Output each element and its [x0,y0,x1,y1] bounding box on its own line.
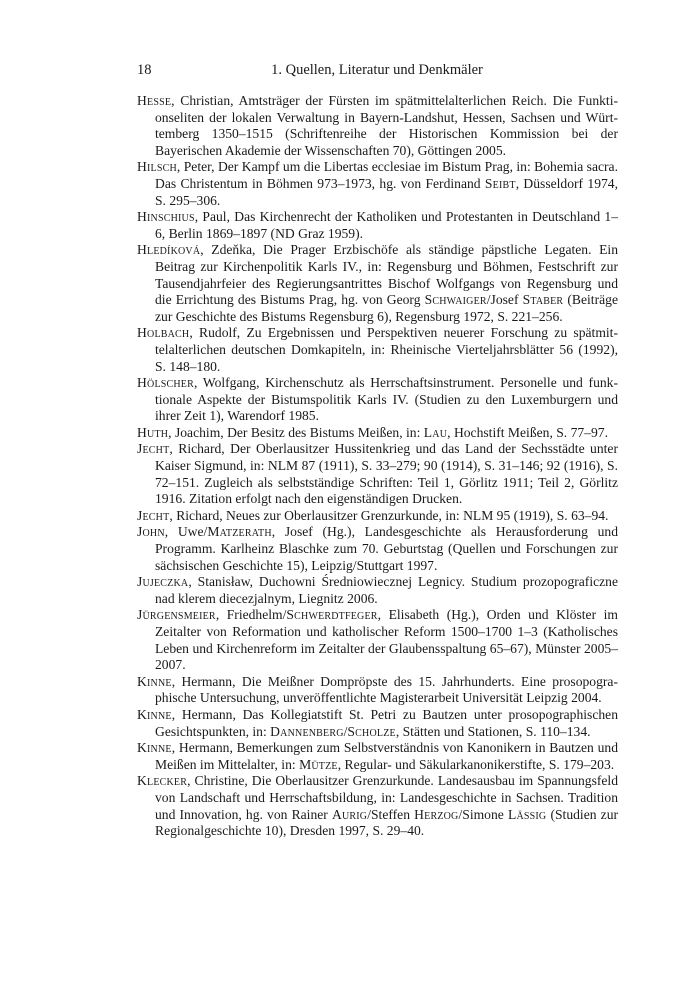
bibliography-entry [137,325,618,375]
entry-text: , Uwe/ [164,524,208,540]
author-name: Jujeczka [137,574,189,590]
author-name: Klecker [137,773,188,789]
entry-text: , Wolfgang, Kirchenschutz als Herrschaftsinstrument. Personelle und funktionale Aspekte der Bistumspolitik Karls IV. (Studien zu den Luxemburgern und ihrer Zeit 1), Warendorf 1985. [155,375,618,424]
running-title: 1. Quellen, Literatur und Denkmäler [271,62,483,78]
author-name: Jecht [137,441,170,457]
bibliography-entry [137,159,618,209]
author-name: Kinne [137,673,172,689]
author-name: Herzog [414,806,459,822]
author-name: Hesse [137,93,172,108]
entry-text: , Stanisław, Duchowni Średniowiecznej Legnicy. Studium prozopograficzne nad klerem diecezjalnym, Liegnitz 2006. [155,574,618,606]
bibliography-entry [137,508,618,525]
bibliography-entry [137,242,618,325]
entry-text: , Hochstift Meißen, S. 77–97. [447,424,608,440]
author-name: Seibt [484,175,516,191]
author-name: Matzerath [207,524,272,540]
bibliography-entry [137,425,618,442]
bibliography-entry [137,607,618,673]
entry-text: , Josef (Hg.), Landesgeschichte als Herausforderung und Programm. Karlheinz Blaschke zum 70. Geburtstag (Quellen und Forschungen zur sächsischen Geschichte 15), Leipzig/Stuttgart 1997. [155,524,618,573]
entry-text: , Stätten und Stationen, S. 110–134. [395,723,591,739]
entry-text: (Beiträge zur Geschichte des Bistums Regensburg 6), Regensburg 1972, S. 221–256. [155,292,618,324]
author-name: Kinne [137,740,172,756]
author-name: Huth [137,424,169,440]
author-name: Lau [423,424,448,440]
bibliography-entry [137,441,618,507]
bibliography-entry [137,773,618,839]
entry-text: , Richard, Der Oberlausitzer Hussitenkrieg und das Land der Sechsstädte unter Kaiser Sigmund, in: NLM 87 (1911), S. 33–279; 90 (1914), S. 31–146; 92 (1916), S. 72–151. Zugleich als selbstständige Schriften: Teil 1, Görlitz 1911; Teil 2, Görlitz 1916. Zitation erfolgt nach den eigenständigen Drucken. [155,441,618,507]
entry-text: , Joachim, Der Besitz des Bistums Meißen, in: [168,424,424,440]
entry-text: , Hermann, Das Kollegiatstift St. Petri zu Bautzen unter prosopographischen Gesichtspunkten, in: [155,706,618,739]
page-number: 18 [137,62,152,78]
bibliography-entry [137,740,618,773]
author-name: Jecht [137,507,170,523]
author-name: Hledíková [137,242,201,258]
entry-text: , Paul, Das Kirchenrecht der Katholiken und Protestanten in Deutschland 1–6, Berlin 1869–1897 (ND Graz 1959). [155,209,618,241]
author-name: Hölscher [137,375,194,391]
bibliography-entry [137,707,618,740]
bibliography-entry [137,674,618,707]
entry-text: , Hermann, Die Meißner Dompröpste des 15. Jahrhunderts. Eine prosopographische Untersuchung, unveröffentlichte Magisterarbeit Universität Leipzig 2004. [155,673,618,706]
entry-text: , Christian, Amtsträger der Fürsten im spätmittelalterlichen Reich. Die Funktionseliten der lokalen Verwaltung in Bayern-Landshut, Hessen, Sachsen und Württemberg 1350–1515 (Schriftenreihe der Historischen Kommission bei der Bayerischen Akademie der Wissenschaften 70), Göttingen 2005. [155,93,618,158]
entry-text: , Elisabeth (Hg.), Orden und Klöster im Zeitalter von Reformation und katholischer Reform 1500–1700 1–3 (Katholisches Leben und Kirchenreform im Zeitalter der Glaubensspaltung 65–67), Münster 2005–2007. [155,607,618,673]
author-name: Hinschius [137,209,195,225]
entry-text: , Friedhelm/ [215,607,287,623]
author-name: Holbach [137,325,190,341]
entry-text: , Richard, Neues zur Oberlausitzer Grenzurkunde, in: NLM 95 (1919), S. 63–94. [169,507,609,523]
author-name: Scholze [347,723,396,739]
author-name: Aurig [331,806,368,822]
author-name: Hilsch [137,159,177,175]
bibliography-entry [137,375,618,425]
entry-text: , Zdeňka, Die Prager Erzbischöfe als ständige päpstliche Legaten. Ein Beitrag zur Kirchenpolitik Karls IV., in: Regensburg und Böhmen, Festschrift zur Tausendjahrfeier des Regierungsantrittes Bischof Wolfgangs von Regensburg und die Errichtung des Bistums Prag, hg. von Georg [155,242,618,308]
bibliography-list [137,93,618,840]
entry-text: (Studien zur Regionalgeschichte 10), Dresden 1997, S. 29–40. [155,806,619,839]
author-name: Schwerdtfeger [286,607,378,623]
bibliography-entry [137,574,618,607]
author-name: Mütze [299,756,338,772]
entry-text: , Regular- und Säkularkanonikerstifte, S. 179–203. [337,756,615,772]
author-name: Dannenberg [270,723,344,739]
bibliography-entry [137,524,618,574]
entry-text: , Rudolf, Zu Ergebnissen und Perspektiven neuerer Forschung zu spätmittelalterlichen deutschen Domkapiteln, in: Rheinische Vierteljahrsblätter 56 (1992), S. 148–180. [155,325,618,374]
entry-text: , Düsseldorf 1974, S. 295–306. [155,175,618,208]
entry-text: / [343,723,348,739]
author-name: Kinne [137,706,172,722]
entry-text: , Peter, Der Kampf um die Libertas ecclesiae im Bistum Prag, in: Bohemia sacra. Das Christentum in Böhmen 973–1973, hg. von Ferdinand [155,159,618,191]
entry-text: /Josef [486,292,523,308]
running-header [137,62,617,82]
bibliography-entry [137,209,618,242]
entry-text: /Steffen [367,806,415,822]
author-name: Jürgensmeier [137,607,216,623]
entry-text: /Simone [458,806,508,822]
author-name: Schwaiger [424,292,487,308]
bibliography-entry [137,93,618,159]
entry-text: , Christine, Die Oberlausitzer Grenzurkunde. Landesausbau im Spannungsfeld von Landschaft und Herrschaftsbildung, in: Landesgeschichte in Sachsen. Tradition und Innovation, hg. von Rainer [155,773,618,822]
author-name: Staber [522,292,564,308]
author-name: Lässig [507,806,547,822]
entry-text: , Hermann, Bemerkungen zum Selbstverständnis von Kanonikern in Bautzen und Meißen im Mittelalter, in: [155,740,618,772]
author-name: John [137,524,165,540]
